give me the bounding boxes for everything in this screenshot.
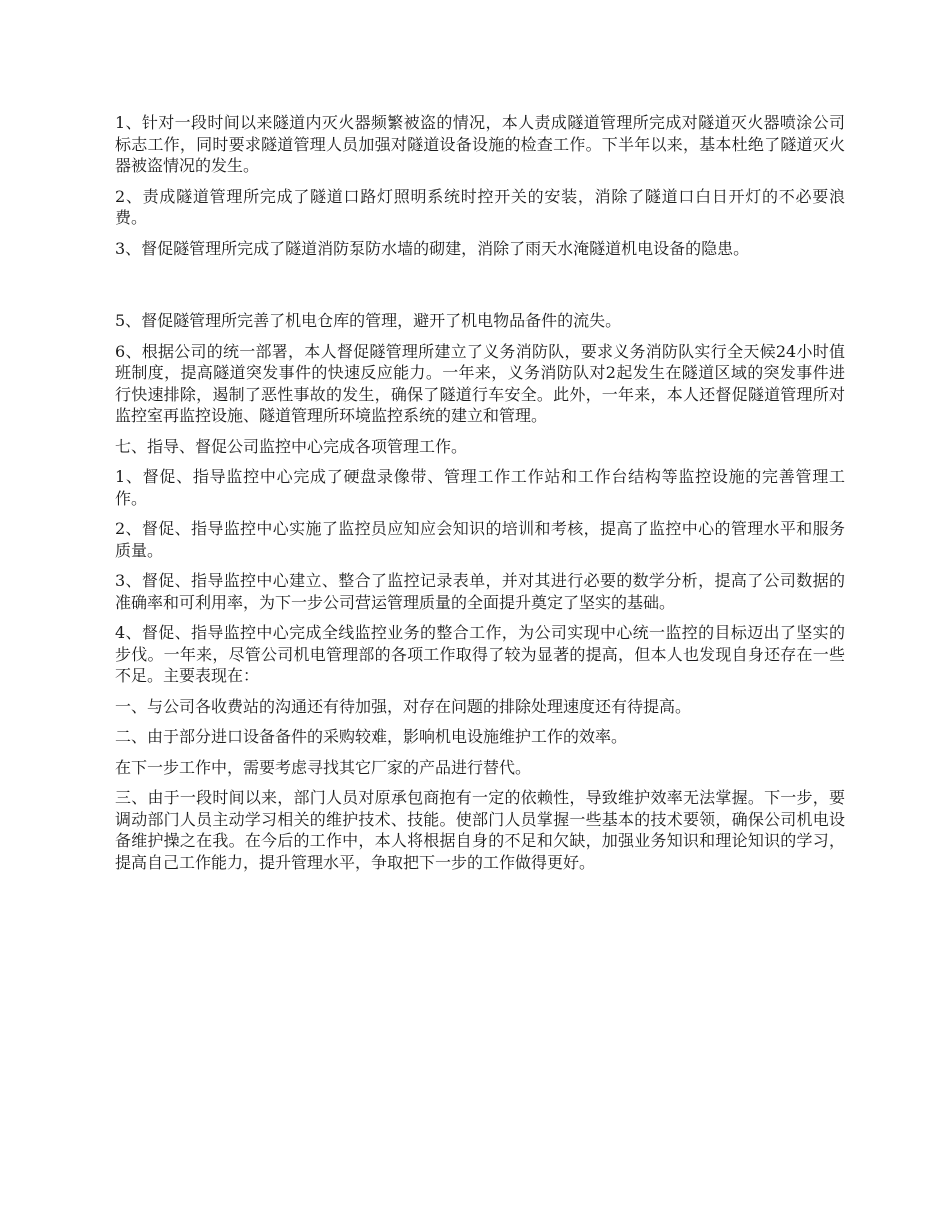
document-page [115,112,845,882]
paragraph-5: 5、督促隧管理所完善了机电仓库的管理，避开了机电物品备件的流失。 [115,311,622,330]
paragraph-7-3: 3、督促、指导监控中心建立、整合了监控记录表单，并对其进行必要的数学分析，提高了公司数据的准确率和可利用率，为下一步公司营运管理质量的全面提升奠定了坚实的基础。 [115,571,845,612]
paragraph-7-2: 2、督促、指导监控中心实施了监控员应知应会知识的培训和考核，提高了监控中心的管理水平和服务质量。 [115,519,845,560]
paragraph-1: 1、针对一段时间以来隧道内灭火器频繁被盗的情况，本人责成隧道管理所完成对隧道灭火器喷涂公司标志工作，同时要求隧道管理人员加强对隧道设备设施的检查工作。下半年以来，基本杜绝了隧道灭火器被盗情况的发生。 [115,113,845,175]
next-step-note: 在下一步工作中，需要考虑寻找其它厂家的产品进行替代。 [115,757,532,777]
paragraph-7-1: 1、督促、指导监控中心完成了硬盘录像带、管理工作工作站和工作台结构等监控设施的完善管理工作。 [115,467,845,508]
paragraph-6: 6、根据公司的统一部署，本人督促隧管理所建立了义务消防队，要求义务消防队实行全天候24小时值班制度，提高隧道突发事件的快速反应能力。一年来，义务消防队对2起发生在隧道区域的突发事件进行快速排除，遏制了恶性事故的发生，确保了隧道行车安全。此外，一年来，本人还督促隧道管理所对监控室再监控设施、隧道管理所环境监控系统的建立和管理。 [115,341,845,425]
shortcoming-3: 三、由于一段时间以来，部门人员对原承包商抱有一定的依赖性，导致维护效率无法掌握。下一步，要调动部门人员主动学习相关的维护技术、技能。使部门人员掌握一些基本的技术要领，确保公司机电设备维护操之在我。在今后的工作中，本人将根据自身的不足和欠缺，加强业务知识和理论知识的学习，提高自己工作能力，提升管理水平，争取把下一步的工作做得更好。 [115,788,845,872]
shortcoming-2: 二、由于部分进口设备备件的采购较难，影响机电设施维护工作的效率。 [115,727,628,746]
paragraph-3: 3、督促隧管理所完成了隧道消防泵防水墙的砌建，消除了雨天水淹隧道机电设备的隐患。 [115,238,750,258]
paragraph-7-4: 4、督促、指导监控中心完成全线监控业务的整合工作，为公司实现中心统一监控的目标迈出了坚实的步伐。一年来，尽管公司机电管理部的各项工作取得了较为显著的提高，但本人也发现自身还存在一些不足。主要表现在： [115,623,845,685]
paragraph-2: 2、责成隧道管理所完成了隧道口路灯照明系统时控开关的安装，消除了隧道口白日开灯的不必要浪费。 [115,186,845,227]
shortcoming-1: 一、与公司各收费站的沟通还有待加强，对存在问题的排除处理速度还有待提高。 [115,696,692,716]
section-heading-7: 七、指导、督促公司监控中心完成各项管理工作。 [115,436,468,456]
blank-gap [115,268,845,310]
